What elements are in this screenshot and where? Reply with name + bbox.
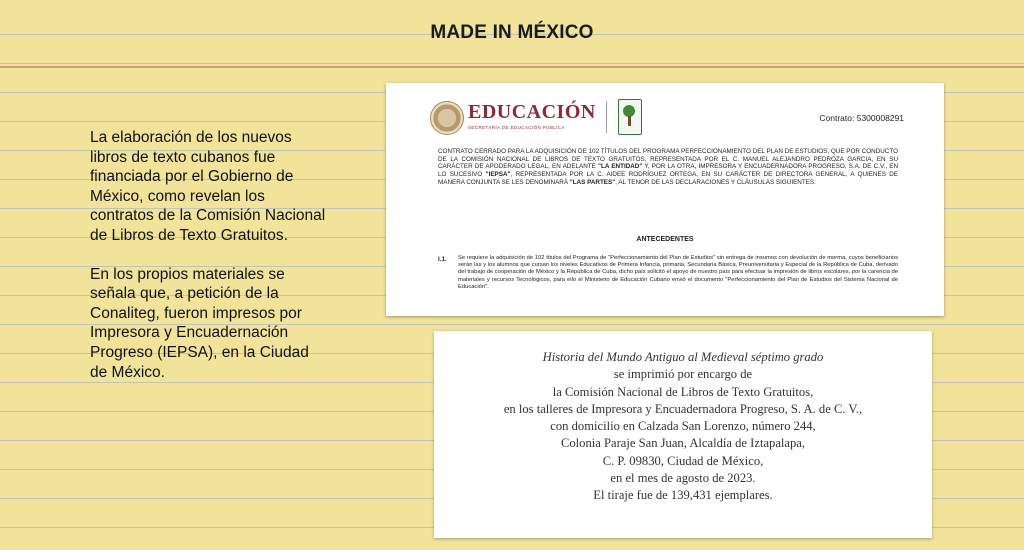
contract-intro-entidad: "LA ENTIDAD" xyxy=(598,163,643,171)
antecedentes-heading: ANTECEDENTES xyxy=(636,236,694,243)
contract-intro-part1: CONTRATO CERRADO PARA LA ADQUISICIÓN DE 102 TÍTULOS DEL PROGRAMA PERFECCIONAMIENTO DEL PLAN DE ESTUDIOS, QUE POR CONDUCTO DE LA COMISIÓN NACIONAL DE LIBROS DE TEXTO GRATUITOS, REPRESENTADA POR EL C. MANUEL ALEJANDRO PEDROZA GARCIA, EN SU CARÁCTER DE APODERADO LEGAL, EN ADELANTE xyxy=(438,148,898,171)
paragraph-financing: La elaboración de los nuevos libros de texto cubanos fue financiada por el Gobierno de México, como revelan los contratos de la Comisión Nacional de Libros de Texto Gratuitos. xyxy=(90,129,326,244)
header-rule xyxy=(0,66,1024,68)
colophon-line: en los talleres de Impresora y Encuadernadora Progreso, S. A. de C. V., xyxy=(503,401,863,416)
antecedente-number: I.1. xyxy=(438,256,447,263)
colophon-line: Colonia Paraje San Juan, Alcaldía de Iztapalapa, xyxy=(560,436,806,451)
contract-document-image xyxy=(386,83,944,316)
paragraph-printing: En los propios materiales se señala que, a petición de la Conaliteg, fueron impresos por Impresora y Encuadernación Progreso (IEPSA), en la Ciudad de México. xyxy=(90,265,309,381)
contract-intro-part4: , AL TENOR DE LAS DECLARACIONES Y CLÁUSULAS SIGUIENTES: xyxy=(615,178,816,186)
mexico-seal-icon xyxy=(430,101,464,135)
colophon-line: la Comisión Nacional de Libros de Texto Gratuitos, xyxy=(552,384,814,399)
logo-divider xyxy=(606,101,607,133)
colophon-line: El tiraje fue de 139,431 ejemplares. xyxy=(593,488,773,503)
contract-number: Contrato: 5300008291 xyxy=(819,113,904,123)
colophon-text xyxy=(434,349,932,505)
contract-intro-partes: "LAS PARTES" xyxy=(569,178,616,186)
article-text xyxy=(90,128,330,401)
page-title: MADE IN MÉXICO xyxy=(430,22,594,43)
antecedente-text: Se requiere la adquisición de 102 títulos del Programa de "Perfeccionamiento del Plan de Estudios" sin entrega de insumos con devolución de merma, cuyos beneficiarios serán las y los alumnos que cursan los niveles Educativos de Primera Infancia, primaria, Secundaria Básica, Preuniversitaria y Especial de la República de Cuba, derivado del trabajo de cooperación de México y la República de Cuba, dicho país solicitó el apoyo de nuestro país para efectuar la impresión de libros escolares, por la carencia de materiales y recursos Tecnológicos, para ello el Ministerio de Educación Cubano envió el documento "Perfeccionamiento del Plan de Estudios del Sistema Nacional de Educación". xyxy=(458,255,898,290)
contract-intro xyxy=(438,148,898,187)
sep-logo-name: EDUCACIÓN xyxy=(468,101,596,123)
colophon-book-title: Historia del Mundo Antiguo al Medieval séptimo grado xyxy=(542,350,824,364)
colophon-line: se imprimió por encargo de xyxy=(613,367,753,382)
conaliteg-logo-icon xyxy=(618,99,642,135)
colophon-line: con domicilio en Calzada San Lorenzo, número 244, xyxy=(550,419,816,434)
colophon-image xyxy=(434,331,932,538)
contract-intro-part3: , REPRESENTADA POR LA C. AIDEE RODRÍGUEZ ORTEGA, EN SU CARÁCTER DE DIRECTORA GENERAL, A QUIENES DE MANERA CONJUNTA SE LES DENOMINARÁ xyxy=(438,171,898,186)
tree-trunk xyxy=(628,116,631,126)
colophon-line: en el mes de agosto de 2023. xyxy=(610,471,756,486)
contract-intro-part2: Y, POR LA OTRA, IMPRESORA Y ENCUADERNADORA PROGRESO, S.A. DE C.V., EN LO SUCESIVO xyxy=(438,163,898,179)
sep-logo-subtitle: SECRETARÍA DE EDUCACIÓN PÚBLICA xyxy=(468,125,565,130)
contract-intro-iepsa: "IEPSA" xyxy=(485,171,511,179)
colophon-line: C. P. 09830, Ciudad de México, xyxy=(602,453,764,468)
